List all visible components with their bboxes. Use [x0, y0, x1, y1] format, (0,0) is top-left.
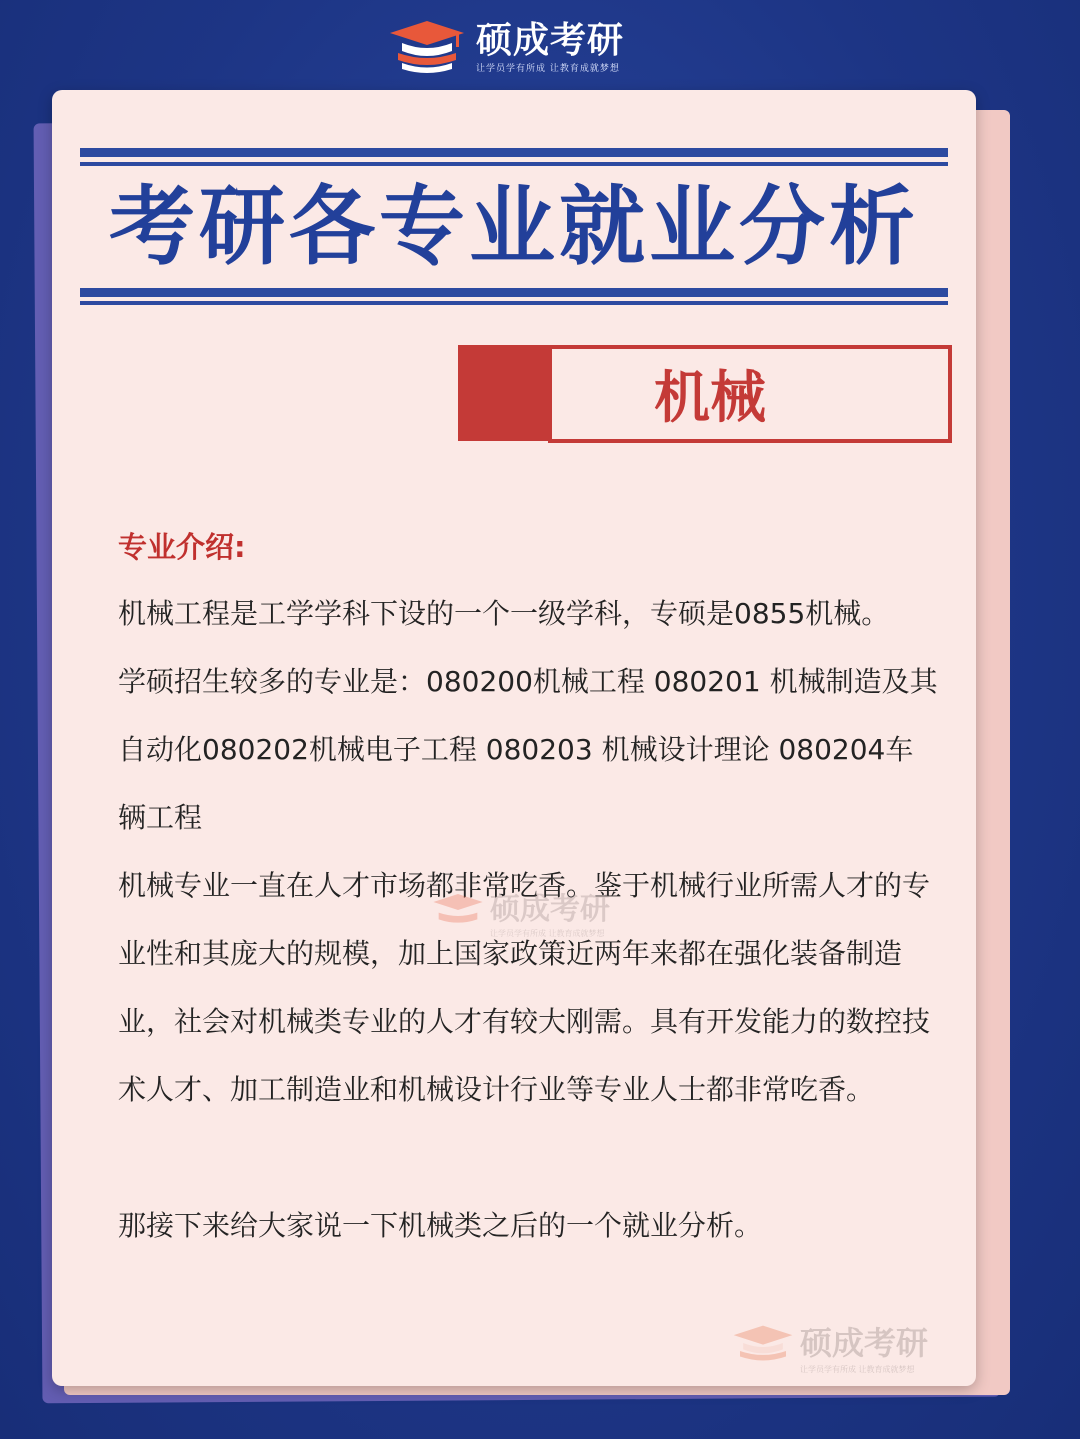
watermark-name: 硕成考研	[800, 1324, 929, 1362]
brand-logo	[388, 18, 624, 78]
watermark-center	[432, 884, 610, 939]
page-title: 考研各专业就业分析	[109, 177, 919, 277]
paragraph-1: 机械工程是工学学科下设的一个一级学科，专硕是0855机械。	[118, 597, 890, 630]
watermark-slogan: 让学员学有所成 让教育成就梦想	[800, 1365, 915, 1374]
paragraph-4: 那接下来给大家说一下机械类之后的一个就业分析。	[118, 1209, 763, 1242]
title-stripe-top-2	[80, 162, 948, 166]
graduation-cap-books-icon	[732, 1324, 794, 1370]
paragraph-3: 机械专业一直在人才市场都非常吃香。鉴于机械行业所需人才的专业性和其庞大的规模，加上国家政策近两年来都在强化装备制造业，社会对机械类专业的人才有较大刚需。具有开发能力的数控技术人才、加工制造业和机械设计行业等专业人士都非常吃香。	[118, 869, 931, 1106]
title-stripe-top-1	[80, 148, 948, 157]
graduation-cap-books-icon	[432, 892, 484, 932]
title-stripe-bottom-1	[80, 288, 948, 297]
watermark-slogan: 让学员学有所成 让教育成就梦想	[490, 929, 605, 938]
title-stripe-bottom-2	[80, 301, 948, 305]
watermark-corner	[732, 1318, 928, 1375]
brand-name: 硕成考研	[476, 20, 625, 61]
section-label: 专业介绍:	[118, 530, 246, 564]
category-tag	[548, 345, 952, 443]
tag-accent-block	[458, 345, 552, 441]
watermark-name: 硕成考研	[490, 892, 610, 927]
paragraph-2: 学硕招生较多的专业是：080200机械工程 080201 机械制造及其自动化080202机械电子工程 080203 机械设计理论 080204车辆工程	[118, 665, 938, 834]
brand-slogan: 让学员学有所成 让教育成就梦想	[476, 64, 620, 74]
graduation-cap-books-icon	[388, 19, 466, 77]
category-tag-label: 机械	[654, 366, 766, 431]
